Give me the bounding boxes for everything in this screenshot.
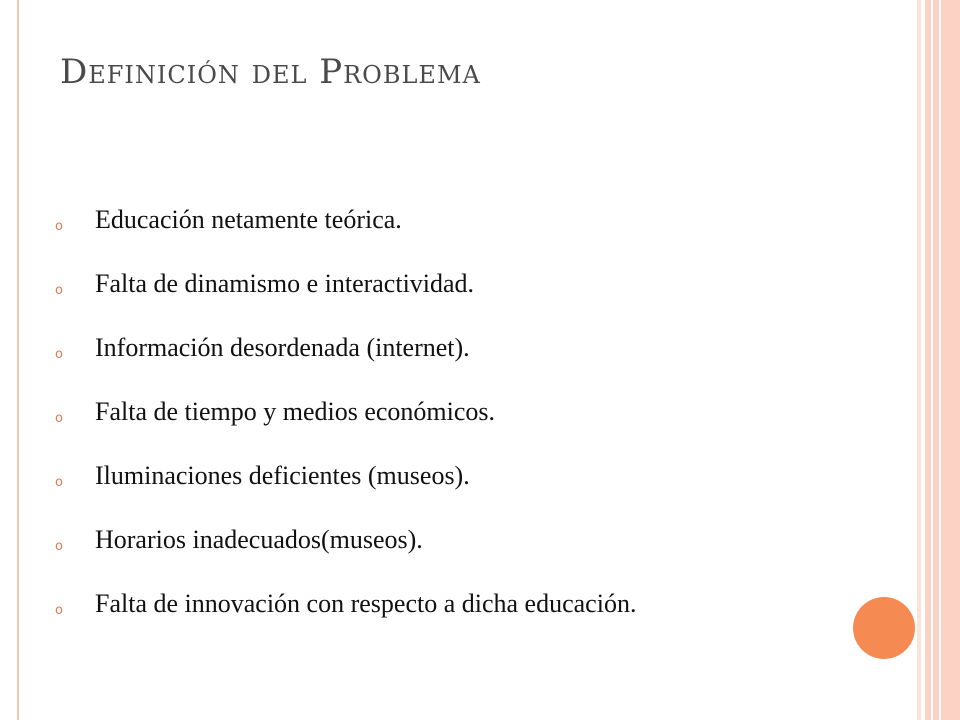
bullet-item [55, 444, 636, 508]
left-border-line [17, 0, 19, 720]
bullet-text: Horarios inadecuados(museos). [95, 525, 423, 554]
bullet-marker-icon: o [55, 474, 63, 490]
bullet-item [55, 188, 636, 252]
bullet-marker-icon: o [55, 602, 63, 618]
bullet-marker-icon: o [55, 346, 63, 362]
bullet-list [55, 188, 636, 636]
bullet-text: Falta de tiempo y medios económicos. [95, 397, 496, 426]
bullet-text: Falta de dinamismo e interactividad. [95, 269, 475, 298]
decorative-stripe [941, 0, 960, 720]
stripe-gap [939, 0, 941, 720]
decorative-stripe [917, 0, 921, 720]
slide-title: Definición del Problema [60, 52, 481, 92]
bullet-text: Iluminaciones deficientes (museos). [95, 461, 470, 490]
bullet-item [55, 316, 636, 380]
bullet-marker-icon: o [55, 538, 63, 554]
bullet-item [55, 380, 636, 444]
bullet-item [55, 508, 636, 572]
bullet-text: Educación netamente teórica. [95, 205, 402, 234]
bullet-text: Falta de innovación con respecto a dicha educación. [95, 589, 637, 618]
bullet-item [55, 572, 636, 636]
bullet-marker-icon: o [55, 282, 63, 298]
bullet-marker-icon: o [55, 410, 63, 426]
bullet-marker-icon: o [55, 218, 63, 234]
bullet-item [55, 252, 636, 316]
stripe-gap [931, 0, 933, 720]
decorative-circle [853, 597, 915, 659]
bullet-text: Información desordenada (internet). [95, 333, 470, 362]
